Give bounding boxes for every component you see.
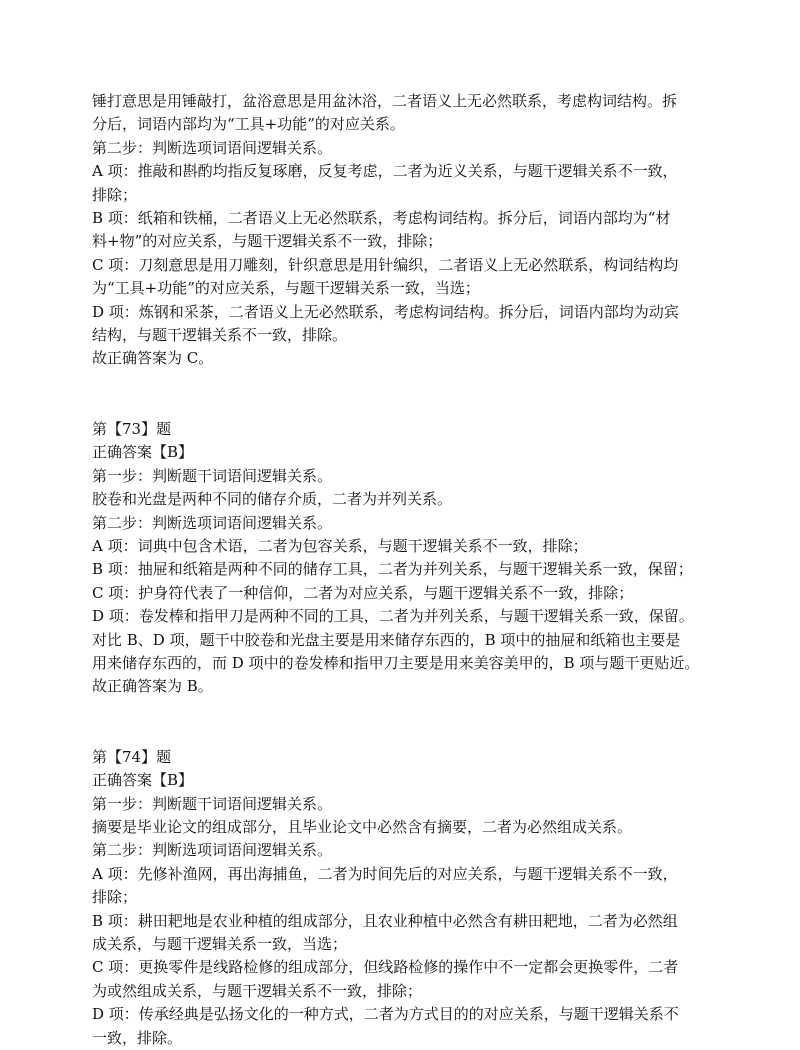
correct-answer: 正确答案【B】 xyxy=(92,443,194,462)
text-line: 料+物”的对应关系，与题干逻辑关系不一致，排除； xyxy=(92,232,443,251)
text-line: B 项：抽屉和纸箱是两种不同的储存工具，二者为并列关系，与题干逻辑关系一致，保留； xyxy=(92,560,693,579)
text-line: D 项：传承经典是弘扬文化的一种方式，二者为方式目的的对应关系，与题干逻辑关系不 xyxy=(92,1005,679,1024)
text-line: 成关系，与题干逻辑关系一致，当选； xyxy=(92,935,348,953)
text-line: A 项：先修补渔网，再出海捕鱼，二者为时间先后的对应关系，与题干逻辑关系不一致， xyxy=(92,864,678,883)
text-line: A 项：词典中包含术语，二者为包容关系，与题干逻辑关系不一致，排除； xyxy=(92,536,588,555)
text-line: B 项：耕田耙地是农业种植的组成部分，且农业种植中必然含有耕田耙地，二者为必然组 xyxy=(92,911,678,930)
text-line: A 项：推敲和斟酌均指反复琢磨，反复考虑，二者为近义关系，与题干逻辑关系不一致， xyxy=(92,162,678,181)
text-line: 用来储存东西的，而 D 项中的卷发棒和指甲刀主要是用来美容美甲的，B 项与题干更贴近。 xyxy=(92,653,700,672)
text-line: 第一步：判断题干词语间逻辑关系。 xyxy=(92,466,333,485)
text-line: D 项：卷发棒和指甲刀是两种不同的工具，二者为并列关系，与题干逻辑关系一致，保留。 xyxy=(92,607,694,626)
text-line: 排除； xyxy=(92,888,138,907)
text-line: 第二步：判断选项词语间逻辑关系。 xyxy=(92,513,333,532)
answer-conclusion: 故正确答案为 B。 xyxy=(92,677,213,696)
text-line: C 项：更换零件是线路检修的组成部分，但线路检修的操作中不一定都会更换零件，二者 xyxy=(92,958,679,977)
answer-conclusion: 故正确答案为 C。 xyxy=(92,349,214,368)
text-line: 第一步：判断题干词语间逻辑关系。 xyxy=(92,794,333,813)
intro-section xyxy=(92,90,724,371)
text-line: 一致，排除。 xyxy=(92,1028,183,1047)
text-line: 结构，与题干逻辑关系不一致，排除。 xyxy=(92,326,348,345)
question-74-section xyxy=(92,746,724,1050)
text-line: 排除； xyxy=(92,185,138,204)
text-line: 第二步：判断选项词语间逻辑关系。 xyxy=(92,138,333,157)
text-line: 第二步：判断选项词语间逻辑关系。 xyxy=(92,841,333,860)
question-title: 第【73】题 xyxy=(92,419,172,438)
section-spacer xyxy=(92,371,724,418)
text-line: C 项：护身符代表了一种信仰，二者为对应关系，与题干逻辑关系不一致，排除； xyxy=(92,583,634,602)
text-line: 为或然组成关系，与题干逻辑关系不一致，排除； xyxy=(92,981,423,1000)
text-line: 对比 B、D 项，题干中胶卷和光盘主要是用来储存东西的，B 项中的抽屉和纸箱也主要是 xyxy=(92,630,681,649)
text-line: 锤打意思是用锤敲打，盆浴意思是用盆沐浴，二者语义上无必然联系，考虑构词结构。拆 xyxy=(92,92,678,110)
text-line: 为“工具+功能”的对应关系，与题干逻辑关系一致，当选； xyxy=(92,279,480,298)
document-page xyxy=(92,90,724,1050)
text-line: D 项：炼钢和采茶，二者语义上无必然联系，考虑构词结构。拆分后，词语内部均为动宾 xyxy=(92,302,679,321)
text-line: 分后，词语内部均为“工具+功能”的对应关系。 xyxy=(92,115,405,134)
question-title: 第【74】题 xyxy=(92,747,172,766)
text-line: B 项：纸箱和铁桶，二者语义上无必然联系，考虑构词结构。拆分后，词语内部均为“材 xyxy=(92,209,671,228)
text-line: 胶卷和光盘是两种不同的储存介质，二者为并列关系。 xyxy=(92,490,453,509)
text-line: C 项：刀刻意思是用刀雕刻，针织意思是用针编织，二者语义上无必然联系，构词结构均 xyxy=(92,255,679,274)
question-73-section xyxy=(92,418,724,699)
section-spacer xyxy=(92,699,724,746)
text-line: 摘要是毕业论文的组成部分，且毕业论文中必然含有摘要，二者为必然组成关系。 xyxy=(92,817,633,836)
correct-answer: 正确答案【B】 xyxy=(92,771,194,790)
